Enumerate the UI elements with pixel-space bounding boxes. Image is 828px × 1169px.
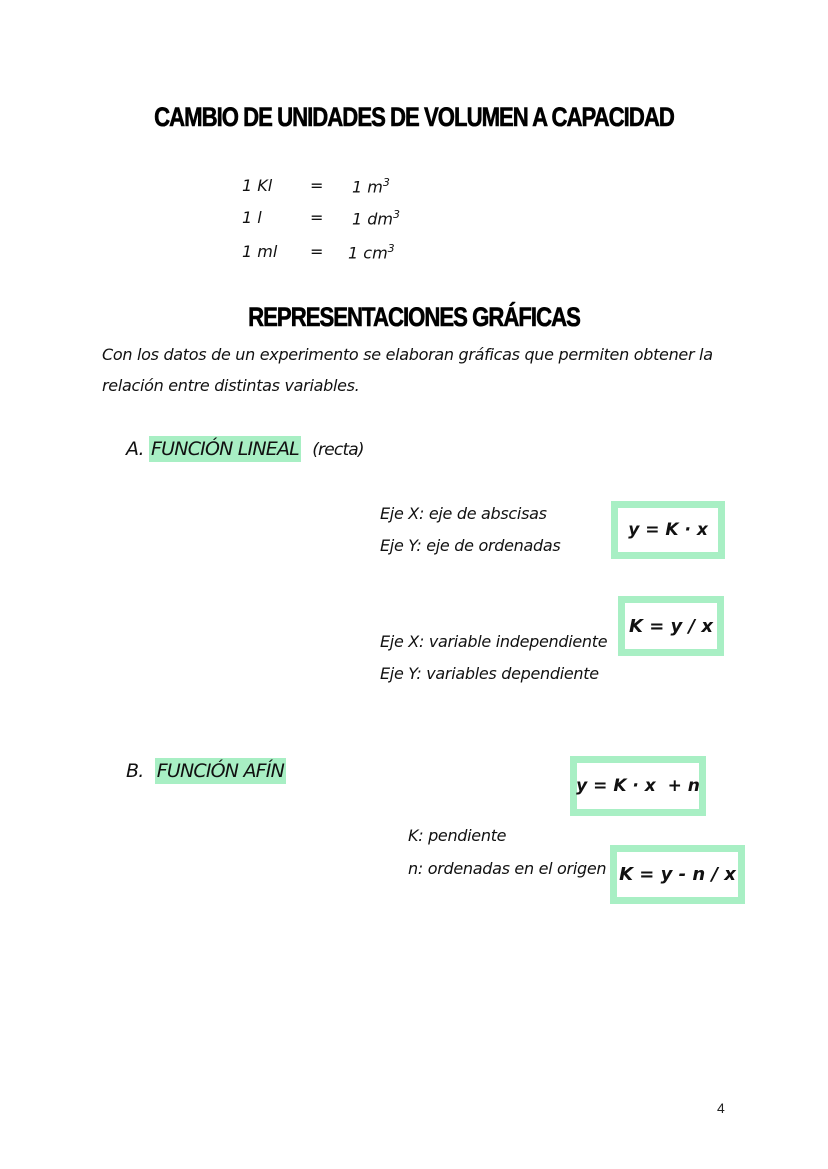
axis-x-label: Eje X: eje de abscisas [380, 504, 547, 523]
conversion-left: 1 Kl [242, 176, 273, 195]
def-slope: K: pendiente [408, 826, 507, 845]
conversion-left: 1 ml [242, 242, 278, 261]
intro-line-2: relación entre distintas variables. [102, 376, 360, 395]
conversion-equals: = [310, 176, 324, 195]
section-a-heading [126, 438, 364, 460]
title-volume-capacity: CAMBIO DE UNIDADES DE VOLUMEN A CAPACIDAD [154, 102, 674, 132]
unit: 1 cm [348, 243, 388, 263]
section-a-suffix: (recta) [312, 440, 364, 460]
axis-x-independent: Eje X: variable independiente [380, 632, 608, 651]
conversion-equals: = [310, 242, 324, 261]
conversion-right [352, 208, 400, 228]
intro-line-1: Con los datos de un experimento se elaboran gráficas que permiten obtener la [102, 345, 713, 364]
section-a-label: FUNCIÓN LINEAL [151, 438, 299, 460]
formula-box-linear [611, 501, 725, 559]
unit: 1 dm [352, 209, 394, 229]
section-b-heading [126, 760, 286, 782]
conversion-equals: = [310, 208, 324, 227]
exponent: 3 [387, 242, 395, 255]
def-intercept: n: ordenadas en el origen [408, 859, 607, 878]
page-number: 4 [717, 1100, 725, 1116]
formula-linear: y = K · x [628, 520, 708, 540]
section-a-marker: A. [126, 438, 144, 460]
formula-affine-slope: K = y - n / x [619, 864, 736, 885]
title-graphic-representations: REPRESENTACIONES GRÁFICAS [248, 302, 580, 332]
exponent: 3 [393, 208, 401, 221]
axis-y-dependent: Eje Y: variables dependiente [380, 664, 599, 683]
unit: 1 m [352, 177, 383, 197]
conversion-left: 1 l [242, 208, 262, 227]
formula-box-affine [570, 756, 706, 816]
conversion-right [348, 242, 395, 262]
formula-box-slope [618, 596, 724, 656]
axis-y-label: Eje Y: eje de ordenadas [380, 536, 561, 555]
formula-slope: K = y / x [628, 615, 713, 637]
section-b-label: FUNCIÓN AFÍN [156, 760, 285, 782]
conversion-right [352, 176, 390, 196]
section-b-marker: B. [126, 760, 144, 782]
exponent: 3 [382, 176, 390, 189]
formula-affine: y = K · x + n [576, 776, 700, 796]
formula-box-affine-slope [610, 845, 745, 904]
